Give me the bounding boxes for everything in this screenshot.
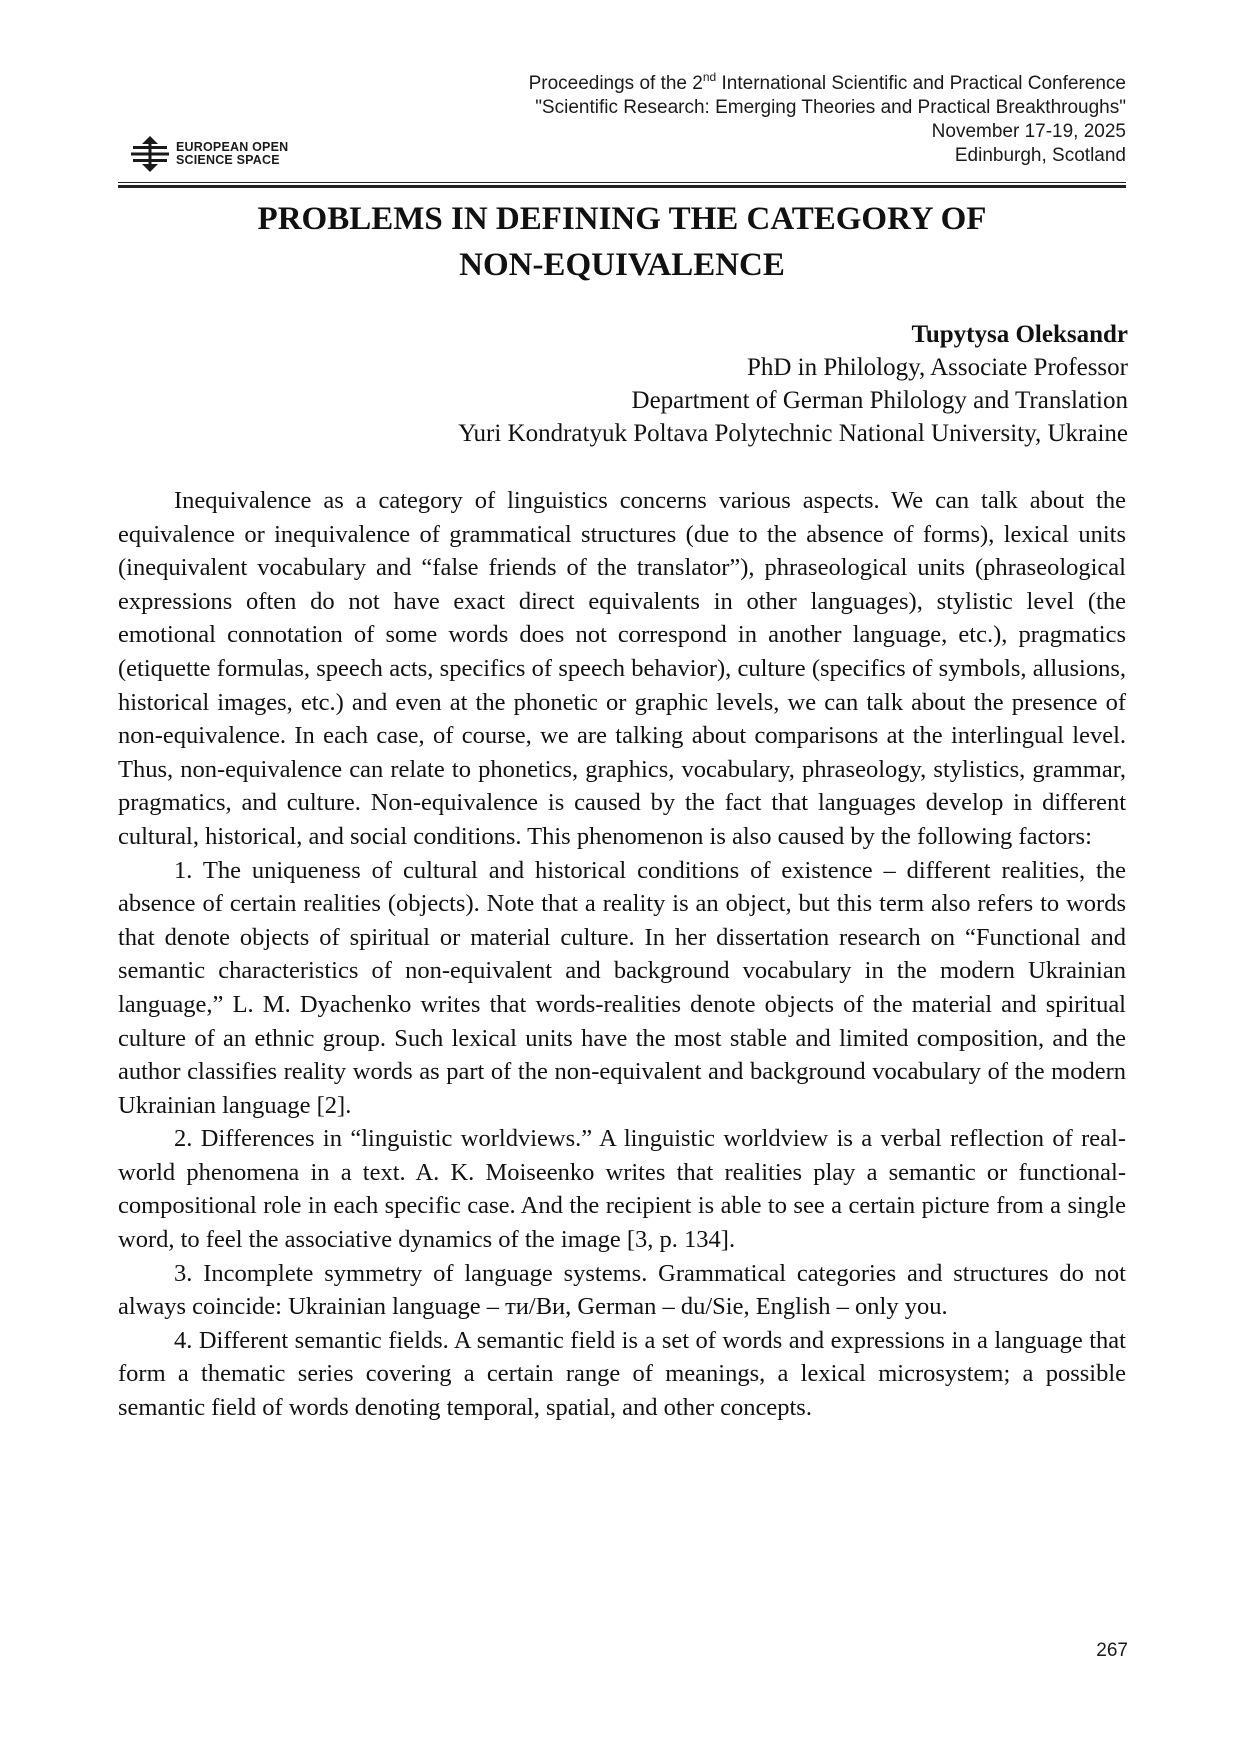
logo-line-2: SCIENCE SPACE xyxy=(176,153,280,167)
author-department: Department of German Philology and Translation xyxy=(631,387,1128,414)
author-name: Tupytysa Oleksandr xyxy=(911,321,1128,348)
conference-location: Edinburgh, Scotland xyxy=(954,145,1126,166)
ordinal-suffix: nd xyxy=(702,69,717,84)
paper-body xyxy=(118,484,1126,1425)
conference-proceedings-prefix: Proceedings of the 2 xyxy=(528,73,703,94)
conference-proceedings-suffix: International Scientific and Practical Conference xyxy=(716,73,1126,94)
conference-dates: November 17-19, 2025 xyxy=(931,121,1126,142)
logo-wordmark xyxy=(176,141,288,167)
page-number: 267 xyxy=(1096,1640,1128,1661)
conference-info xyxy=(528,69,1126,168)
page-header xyxy=(118,69,1126,180)
author-block xyxy=(458,318,1128,450)
author-university: Yuri Kondratyuk Poltava Polytechnic National University, Ukraine xyxy=(458,420,1128,447)
header-divider-thin xyxy=(118,182,1126,183)
paper-title-line-2: NON-EQUIVALENCE xyxy=(459,247,785,283)
conference-title: "Scientific Research: Emerging Theories and Practical Breakthroughs" xyxy=(535,97,1126,118)
logo-line-1: EUROPEAN OPEN xyxy=(176,140,289,154)
body-paragraph: 1. The uniqueness of cultural and historical conditions of existence – different realities, the absence of certain realities (objects). Note that a reality is an object, but this term also refers to words that denote objects of spiritual or material culture. In her dissertation research on “Functional and semantic characteristics of non-equivalent and background vocabulary in the modern Ukrainian language,” L. M. Dyachenko writes that words-realities denote objects of the material and spiritual culture of an ethnic group. Such lexical units have the most stable and limited composition, and the author classifies reality words as part of the non-equivalent and background vocabulary of the modern Ukrainian language [2]. xyxy=(118,856,1126,1119)
european-open-science-space-logo-icon xyxy=(130,134,170,174)
body-paragraph: 4. Different semantic fields. A semantic field is a set of words and expressions in a language that form a thematic series covering a certain range of meanings, a lexical microsystem; a possible semantic field of words denoting temporal, spatial, and other concepts. xyxy=(118,1326,1126,1422)
body-paragraph: Inequivalence as a category of linguistics concerns various aspects. We can talk about the equivalence or inequivalence of grammatical structures (due to the absence of forms), lexical units (inequivalent vocabulary and “false friends of the translator”), phraseological units (phraseological expressions often do not have exact direct equivalents in other languages), stylistic level (the emotional connotation of some words does not correspond in another language, etc.), pragmatics (etiquette formulas, speech acts, specifics of speech behavior), culture (specifics of symbols, allusions, historical images, etc.) and even at the phonetic or graphic levels, we can talk about the presence of non-equivalence. In each case, of course, we are talking about comparisons at the interlingual level. Thus, non-equivalence can relate to phonetics, graphics, vocabulary, phraseology, stylistics, grammar, pragmatics, and culture. Non-equivalence is caused by the fact that languages develop in different cultural, historical, and social conditions. This phenomenon is also caused by the following factors: xyxy=(118,487,1126,850)
body-paragraph: 2. Differences in “linguistic worldviews.” A linguistic worldview is a verbal reflection of real-world phenomena in a text. A. K. Moiseenko writes that realities play a semantic or functional-compositional role in each specific case. And the recipient is able to see a certain picture from a single word, to feel the associative dynamics of the image [3, p. 134]. xyxy=(118,1125,1126,1254)
author-degree: PhD in Philology, Associate Professor xyxy=(746,354,1128,381)
publisher-logo xyxy=(130,132,288,176)
body-paragraph: 3. Incomplete symmetry of language systems. Grammatical categories and structures do not always coincide: Ukrainian language – ти/Ви, German – du/Sie, English – only you. xyxy=(118,1259,1126,1321)
paper-title-line-1: PROBLEMS IN DEFINING THE CATEGORY OF xyxy=(257,201,987,237)
conference-proceedings-line xyxy=(528,69,1126,96)
paper-title xyxy=(118,196,1126,288)
header-divider-thick xyxy=(118,185,1126,188)
